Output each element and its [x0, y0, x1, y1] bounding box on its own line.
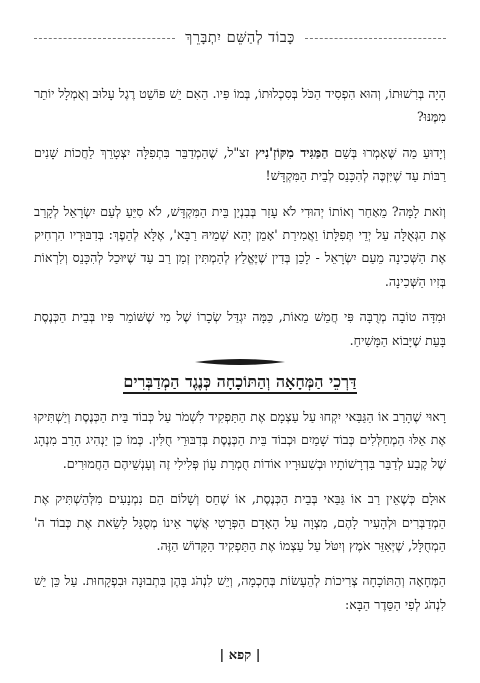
paragraph: אוּלָם כְּשֶׁאֵין רַב אוֹ גַּבַּאי בְּבֵית הַכְּנֶסֶת, אוֹ שֶׁחֵס וְשָׁלוֹם הֵם נִמְנָעִים מִלְּהַשְׁתִּיק אֶת הַמְדַבְּרִים וּלְהָעִיר לָהֶם, מִצְוָה עַל הָאָדָם הַפְּרָטִי אֲשֶׁר אֵינוֹ מְסֻגָּל לָשֵׂאת אֶת כְּבוֹד ה' הַמְחֻלָּל, שֶׁיְּאַזֵּר אֹמֶץ וְיִטֹּל עַל עַצְמוֹ אֶת הַתַּפְקִיד הַקָּדוֹשׁ הַזֶּה.: [34, 491, 446, 554]
paragraph: וְיָדוּעַ מַה שֶּׁאָמְרוּ בְּשֵׁם הַמַּגִּיד מִקּוֹזְ'נִיץ זצ"ל, שֶׁהַמְדַבֵּר בִּתְפִלָּה יִצְטָרֵךְ לַחֲכוֹת שָׁנִים רַבּוֹת עַד שֶׁיִּזְכֶּה לְהִכָּנֵס לְבֵית הַמִּקְדָּשׁ!: [34, 144, 446, 184]
section-heading-text: דַּרְכֵי הַמְּחָאָה וְהַתּוֹכָחָה כְּנֶגֶד הַמְדַבְּרִים: [123, 372, 356, 394]
paragraph: הַמְּחָאָה וְהַתּוֹכָחָה צְרִיכוֹת לְהֵעָשׂוֹת בְּחָכְמָה, וְיֵשׁ לִנְהֹג בָּהֶן בִּתְבוּנָה וּבִפְקָחוּת. עַל כֵּן יֵשׁ לִנְהֹג לְפִי הַסֵּדֶר הַבָּא:: [34, 573, 446, 612]
header-rule-left: [34, 38, 175, 39]
running-header: [34, 30, 446, 47]
section-text: [34, 405, 446, 628]
header-rule-right: [305, 38, 446, 39]
paragraph: רָאוּי שֶׁהָרַב אוֹ הַגַּבַּאי יִקְחוּ עַל עַצְמָם אֶת הַתַּפְקִיד לִשְׁמֹר עַל כְּבוֹד בֵּית הַכְּנֶסֶת וְיַשְׁתִּיקוּ אֶת אֵלּוּ הַמְחַלְּלִים כְּבוֹד שָׁמַיִם וּכְבוֹד בֵּית הַכְּנֶסֶת בְּדִבּוּרֵי חֻלִּין. כְּמוֹ כֵן יַנְהִיג הָרַב מִנְהָג שֶׁל קֶבַע לְדַבֵּר בִּדְרָשׁוֹתָיו וּבְשִׁעוּרָיו אוֹדוֹת חֻמְרַת עָוֹן פְּלִילִי זֶה וְעָנְשֵׁיהֶם הַחֲמוּרִים.: [34, 409, 446, 471]
section-heading: [34, 372, 446, 392]
section-divider-ornament: [0, 357, 480, 367]
paragraph: וְזֹאת לָמָּה? מֵאַחַר וְאוֹתוֹ יְהוּדִי לֹא עָזַר בְּבִנְיַן בֵּית הַמִּקְדָּשׁ, לֹא סִיֵּעַ לְעַם יִשְׂרָאֵל לְקָרֵב אֶת הַגְּאֻלָּה עַל יְדֵי תְּפִלָּתוֹ וַאֲמִירַת 'אָמֵן יְהֵא שְׁמֵיהּ רַבָּא', אֶלָּא לְהֵפֶךְ: בְּדִבּוּרָיו הִרְחִיק אֶת הַשְּׁכִינָה מֵעַם יִשְׂרָאֵל - לָכֵן בְּדִין שֶׁיֶּאֱלַץ לְהַמְתִּין זְמַן רַב עַד שֶׁיּוּכַל לְהִכָּנֵס וְלִרְאוֹת בְּזִיו הַשְּׁכִינָה.: [34, 203, 446, 289]
page-number: | קפא |: [219, 648, 261, 663]
running-header-title: כָּבוֹד לְהַשֵּׁם יִתְבָּרֵךְ: [185, 30, 295, 46]
paragraph: הָיָה בְּרִשׁוּתוֹ, וְהוּא הִפְסִיד הַכֹּל בְּסִכְלוּתוֹ, בְּמוֹ פִּיו. הַאִם יֵשׁ פּוֹשֵׁט רֶגֶל עָלוּב וְאֻמְלָל יוֹתֵר מִמֶּנּוּ?: [34, 86, 446, 125]
paragraph: וּמִדָּה טוֹבָה מְרֻבָּה פִּי חֲמֵשׁ מֵאוֹת, כַּמָּה יִגְדַּל שְׂכָרוֹ שֶׁל מִי שֶׁשּׁוֹמֵר פִּיו בְּבֵית הַכְּנֶסֶת בָּעֵת שֶׁיָּבוֹא הַמָּשִׁיחַ.: [34, 309, 446, 348]
main-text: [34, 82, 446, 364]
emphasized-name: הַמַּגִּיד מִקּוֹזְ'נִיץ: [255, 144, 329, 160]
